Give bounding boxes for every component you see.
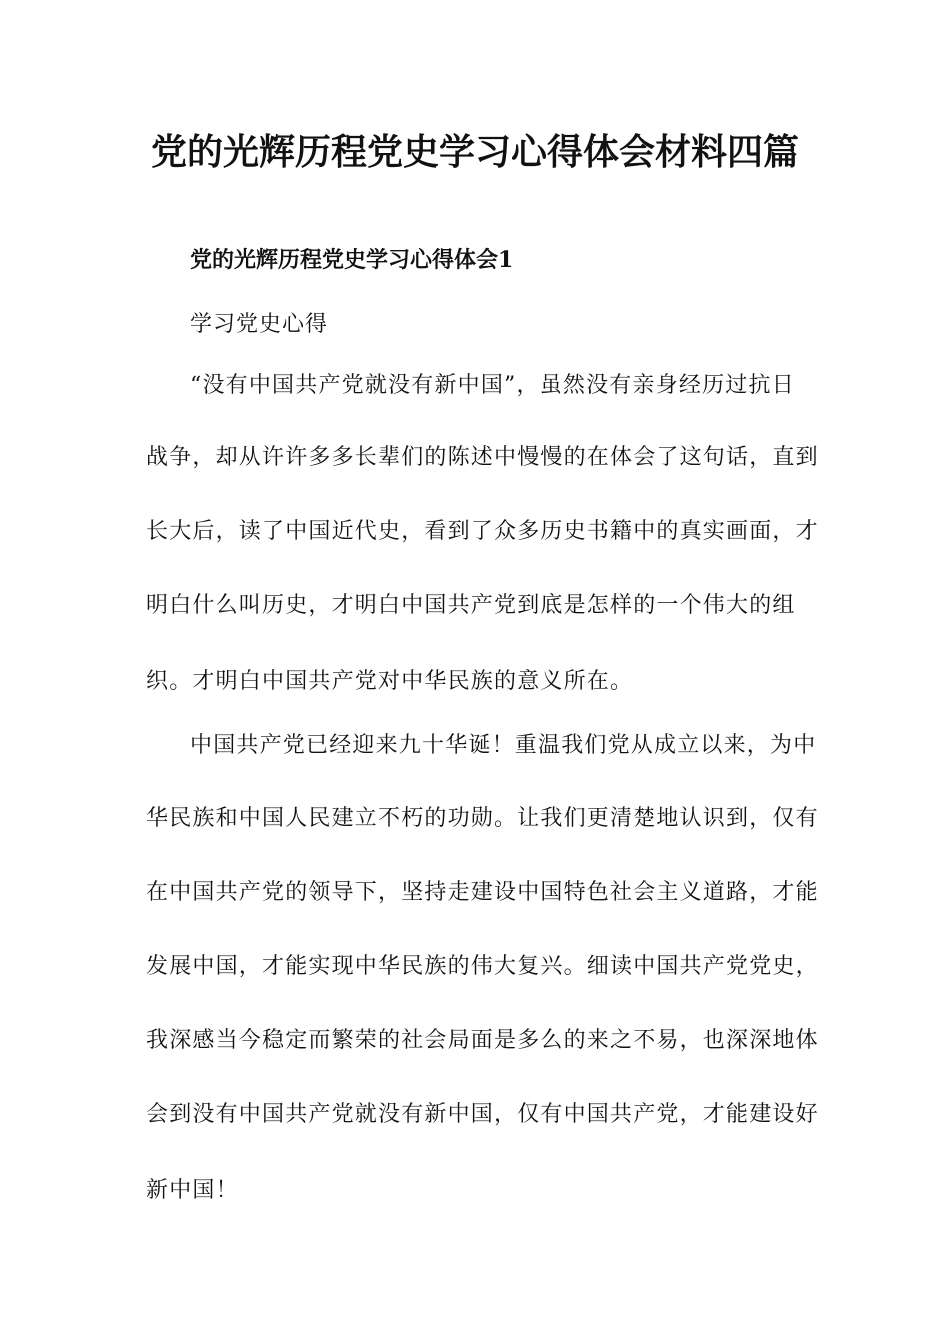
document-title: 党的光辉历程党史学习心得体会材料四篇: [150, 131, 799, 173]
paragraph-2-line-4: 发展中国，才能实现中华民族的伟大复兴。细读中国共产党党史，: [146, 954, 819, 979]
paragraph-2-line-2: 华民族和中国人民建立不朽的功勋。让我们更清楚地认识到，仅有: [146, 806, 819, 831]
paragraph-2-line-6: 会到没有中国共产党就没有新中国，仅有中国共产党，才能建设好: [146, 1102, 819, 1127]
paragraph-1-line-2: 战争，却从许许多多长辈们的陈述中慢慢的在体会了这句话，直到: [146, 445, 819, 470]
paragraph-2-line-3: 在中国共产党的领导下，坚持走建设中国特色社会主义道路，才能: [146, 880, 819, 905]
paragraph-1-line-5: 织。才明白中国共产党对中华民族的意义所在。: [146, 669, 634, 694]
paragraph-2-line-7: 新中国！: [146, 1178, 239, 1203]
paragraph-1-line-1: “没有中国共产党就没有新中国”，虽然没有亲身经历过抗日: [190, 373, 795, 398]
section-heading: 党的光辉历程党史学习心得体会1: [190, 247, 514, 273]
paragraph-1-line-4: 明白什么叫历史，才明白中国共产党到底是怎样的一个伟大的组: [146, 593, 796, 618]
paragraph-2-line-1: 中国共产党已经迎来九十华诞！重温我们党从成立以来，为中: [190, 733, 817, 758]
paragraph-1-line-3: 长大后，读了中国近代史，看到了众多历史书籍中的真实画面，才: [146, 519, 819, 544]
paragraph-2-line-5: 我深感当今稳定而繁荣的社会局面是多么的来之不易，也深深地体: [146, 1028, 819, 1053]
sub-heading: 学习党史心得: [190, 312, 329, 337]
